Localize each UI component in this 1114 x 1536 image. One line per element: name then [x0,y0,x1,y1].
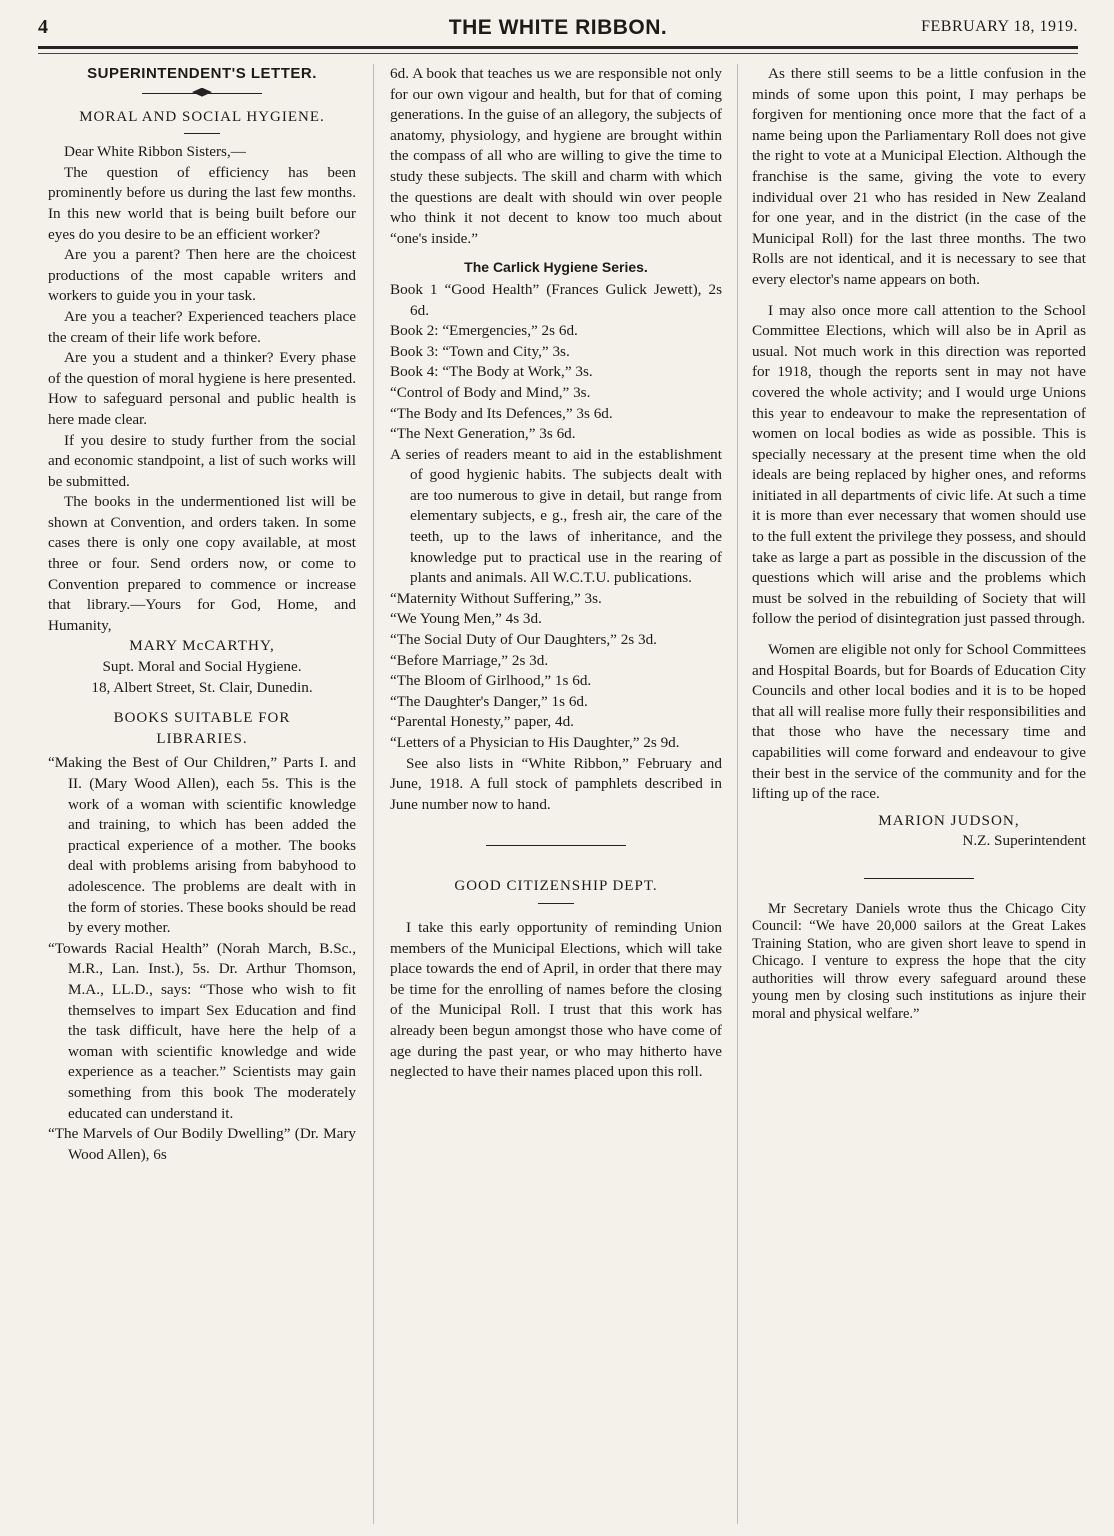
publication-title: THE WHITE RIBBON. [448,16,668,39]
signer-address: 18, Albert Street, St. Clair, Dunedin. [91,678,313,696]
paragraph: The books in the undermentioned list will be shown at Convention, and orders taken. In some cases there is only one copy available, at most three or four. Send orders now, or come to Convention prepared to commence or increase that library.—Yours for God, Home, and Humanity, [48,493,356,634]
issue-date: FEBRUARY 18, 1919. [921,18,1078,35]
salutation: Dear White Ribbon Sisters,— [64,143,246,161]
page-header [38,14,1078,44]
column-1 [48,64,356,1165]
paragraph: As there still seems to be a little confusion in the minds of some upon this point, I may perhaps be forgiven for mentioning once more that the fact of a name being upon the Parliamentary Roll does not give the right to vote at a Municipal Election. Although the franchise is the same, giving the vote to every individual over 21 who has resided in New Zealand for one year, and in the district (in the case of the Municipal Roll) for the last three months. The two Rolls are not identical, and it is necessary to see that every elector's name appears on both. [752,65,1086,288]
series-item: “Before Marriage,” 2s 3d. [390,651,549,669]
book-entry: “Towards Racial Health” (Norah March, B.Sc., M.R., Lan. Inst.), 5s. Dr. Arthur Thomson, M.A., LL.D., says: “Those who wish to fit themselves to impart Sex Education and find the task difficult, have here the help of a woman with scientific knowledge and wide experience as a teacher.” Scientists may gain something from this book The moderately educated can understand it. [48,939,356,1122]
short-rule [184,133,220,134]
heading-ornament [48,87,356,101]
column-3 [752,64,1086,1023]
book-entry: “Making the Best of Our Children,” Parts I. and II. (Mary Wood Allen), each 5s. This is the work of a woman with scientific knowledge and training, to which has been added the practical experience of a mother. The books deal with problems arising from babyhood to adolescence. The problems are dealt with in the form of stories. These books should be read by every mother. [48,754,356,937]
books-heading-line1: BOOKS SUITABLE FOR [113,710,291,727]
signer-name: MARY McCARTHY, [129,637,275,655]
paragraph: Women are eligible not only for School Committees and Hospital Boards, but for Boards of Education City Councils and other local bodies and it is to be hoped that all will realise more fully their responsibilities and that those who have the necessary time and capabilities will come forward and endeavour to give their best in the service of the community and for the lifting up of the race. [752,641,1086,803]
series-item: “The Next Generation,” 3s 6d. [390,425,576,443]
series-heading: The Carlick Hygiene Series. [464,259,648,276]
series-item: A series of readers meant to aid in the establishment of good hygienic habits. The subjects dealt with are too numerous to give in detail, but range from elementary subjects, e g., fresh air, the care of the teeth, up to the laws of inheritance, and the knowledge put to practical use in the rearing of plants and animals. All W.C.T.U. publications. [390,445,722,587]
series-item: Book 1 “Good Health” (Frances Gulick Jewett), 2s 6d. [390,280,722,319]
signer-title: Supt. Moral and Social Hygiene. [102,658,302,676]
citizenship-heading: GOOD CITIZENSHIP DEPT. [454,878,658,895]
paragraph: Are you a parent? Then here are the choicest productions of the most capable writers and workers to guide you in your task. [48,246,356,305]
letter-heading: SUPERINTENDENT'S LETTER. [87,65,317,82]
books-heading-line2: LIBRARIES. [156,730,248,747]
section-subheading: MORAL AND SOCIAL HYGIENE. [79,108,325,125]
series-item: “The Daughter's Danger,” 1s 6d. [390,692,588,710]
series-item: “Letters of a Physician to His Daughter,” 2s 9d. [390,734,680,751]
column-2 [390,64,722,1083]
book-entry: “The Marvels of Our Bodily Dwelling” (Dr. Mary Wood Allen), 6s [48,1125,356,1163]
series-item: “Control of Body and Mind,” 3s. [390,383,591,401]
series-item: “We Young Men,” 4s 3d. [390,610,542,628]
page-number: 4 [38,16,48,38]
header-rule-thick [38,46,1078,49]
header-rule-thin [38,53,1078,54]
paragraph: The question of efficiency has been prominently before us during the last few months. In this new world that is being built before our eyes do you desire to be an efficient worker? [48,163,356,243]
series-item: Book 3: “Town and City,” 3s. [390,342,570,360]
column-divider [373,64,374,1524]
series-item: “The Body and Its Defences,” 3s 6d. [390,404,613,422]
series-item: “The Social Duty of Our Daughters,” 2s 3d. [390,631,657,649]
paragraph: See also lists in “White Ribbon,” February and June, 1918. A full stock of pamphlets described in June number now to hand. [390,754,722,813]
signer-title: N.Z. Superintendent [962,832,1086,850]
paragraph: If you desire to study further from the social and economic standpoint, a list of such works will be submitted. [48,431,356,490]
paragraph: 6d. A book that teaches us we are responsible not only for our own vigour and health, but for that of coming generations. In the guise of an allegory, the subjects of anatomy, physiology, and hygiene are brought within the compass of all who are willing to give the time to study these subjects. The skill and charm with which the questions are dealt with should win over people who think it not decent to know too much about “one's inside.” [390,65,722,247]
section-separator [486,845,626,846]
paragraph: I may also once more call attention to the School Committee Elections, which will also be in April as usual. Not much work in this direction was reported for 1918, though the reports sent in may not have covered the whole activity; and I would urge Unions this year to endeavour to make the representation of women on local bodies as wide as possible. This is specially necessary at the present time when the old ideals are being replaced by higher ones, and reforms initiated in all departments of civic life. At such a time it is more than ever necessary that women should use to the full extent the privilege they possess, and should take as large a part as possible in the discussion of the questions which will arise and the problems which must be solved in the rebuilding of Society that will follow the period of disintegration just passed through. [752,301,1086,628]
series-item: “The Bloom of Girlhood,” 1s 6d. [390,672,592,690]
paragraph: Are you a student and a thinker? Every phase of the question of moral hygiene is here presented. How to safeguard personal and public health is here made clear. [48,349,356,428]
series-item: “Maternity Without Suffering,” 3s. [390,589,602,607]
series-item: “Parental Honesty,” paper, 4d. [390,713,574,731]
signer-name: MARION JUDSON, [878,811,1020,829]
series-item: Book 4: “The Body at Work,” 3s. [390,363,593,381]
paragraph: I take this early opportunity of reminding Union members of the Municipal Elections, which will take place towards the end of April, in order that there may be time for the enrolling of names before the closing of the Municipal Roll. I trust that this work has already been begun amongst those who have come of age during the past year, or who may hitherto have neglected to have their names placed upon this roll. [390,918,722,1081]
paragraph: Mr Secretary Daniels wrote thus the Chicago City Council: “We have 20,000 sailors at the Great Lakes Training Station, who are given short leave to spend in Chicago. I venture to express the hope that the city authorities will throw every safeguard around these young men by closing such institutions as injure their moral and physical welfare.” [752,900,1086,1022]
column-divider [737,64,738,1524]
section-separator [864,878,974,879]
paragraph: Are you a teacher? Experienced teachers place the cream of their life work before. [48,307,356,346]
short-rule [538,903,574,904]
series-item: Book 2: “Emergencies,” 2s 6d. [390,322,578,340]
